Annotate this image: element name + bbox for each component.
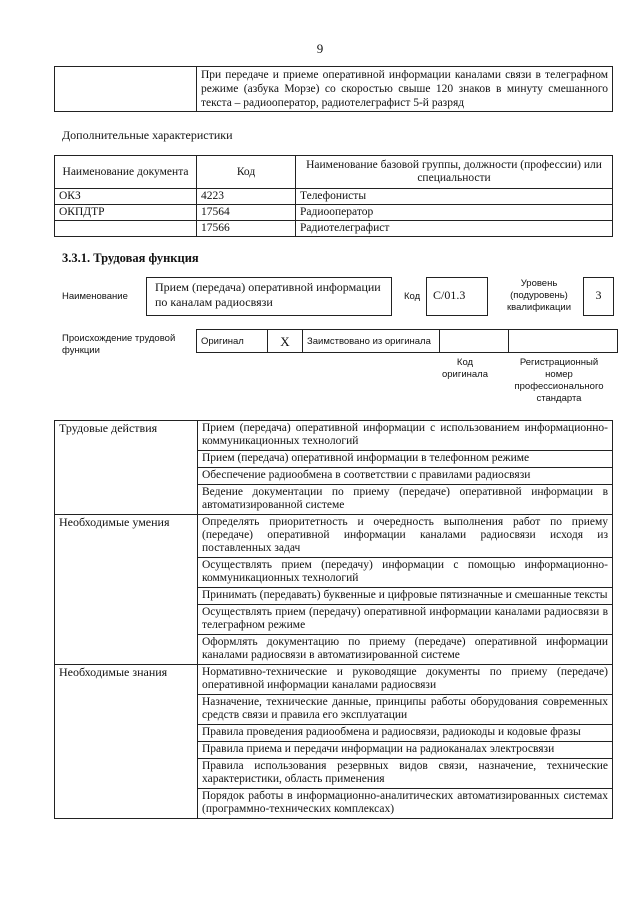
skills-label: Необходимые умения — [55, 515, 198, 665]
cell-code: 4223 — [197, 189, 296, 205]
cell-code: 17566 — [197, 221, 296, 237]
labor-actions-label: Трудовые действия — [55, 421, 198, 515]
reg-number-cell — [509, 330, 618, 353]
labor-action-item: Ведение документации по приему (передаче) оперативной информации в автоматизированной системе — [198, 485, 613, 515]
cell-document: ОКПДТР — [55, 205, 197, 221]
code-label: Код — [404, 291, 421, 302]
original-mark: Х — [268, 330, 303, 353]
continuation-text: При передаче и приеме оперативной информации каналами связи в телеграфном режиме (азбука Морзе) со скоростью свыше 120 знаков в минуту смешанного текста – радиооператор, радиотелеграфист 5-й разряд — [197, 67, 613, 112]
original-label: Оригинал — [197, 330, 268, 353]
knowledge-item: Нормативно-технические и руководящие документы по приему (передаче) оперативной информации каналами радиосвязи — [198, 665, 613, 695]
function-name-box: Прием (передача) оперативной информации по каналам радиосвязи — [146, 277, 392, 316]
continuation-table — [54, 66, 613, 112]
skill-item: Принимать (передавать) буквенные и цифровые пятизначные и смешанные тексты — [198, 588, 613, 605]
header-document: Наименование документа — [55, 156, 197, 189]
empty-category-cell — [55, 67, 197, 112]
origin-table — [196, 329, 618, 353]
skill-item: Оформлять документацию по приему (передаче) оперативной информации каналами радиосвязи в автоматизированной системе — [198, 635, 613, 665]
qualification-level-box: 3 — [583, 277, 614, 316]
labor-action-item: Прием (передача) оперативной информации с использованием информационно-коммуникационных технологий — [198, 421, 613, 451]
page-number: 9 — [316, 41, 324, 56]
cell-code: 17564 — [197, 205, 296, 221]
cell-name: Радиооператор — [296, 205, 613, 221]
labor-function-table — [54, 420, 613, 819]
knowledge-item: Правила использования резервных видов связи, назначение, технические характеристики, область применения — [198, 759, 613, 789]
code-original-cell — [440, 330, 509, 353]
qualification-level-label: Уровень (подуровень) квалификации — [506, 278, 572, 313]
table-row — [55, 205, 613, 221]
table-row — [55, 421, 613, 451]
header-code: Код — [197, 156, 296, 189]
function-code-box: С/01.3 — [426, 277, 488, 316]
table-row — [55, 189, 613, 205]
labor-action-item: Обеспечение радиообмена в соответствии с правилами радиосвязи — [198, 468, 613, 485]
header-group-name: Наименование базовой группы, должности (профессии) или специальности — [296, 156, 613, 189]
additional-characteristics-heading: Дополнительные характеристики — [62, 128, 233, 142]
knowledge-item: Правила приема и передачи информации на радиоканалах электросвязи — [198, 742, 613, 759]
labor-action-item: Прием (передача) оперативной информации в телефонном режиме — [198, 451, 613, 468]
table-row — [55, 515, 613, 558]
table-row — [55, 221, 613, 237]
cell-document: ОКЗ — [55, 189, 197, 205]
skill-item: Определять приоритетность и очередность выполнения работ по приему (передаче) оперативной информации каналами радиосвязи исходя из поставленных задач — [198, 515, 613, 558]
cell-document — [55, 221, 197, 237]
knowledge-item: Назначение, технические данные, принципы работы оборудования современных средств связи и правила его эксплуатации — [198, 695, 613, 725]
origin-label: Происхождение трудовой функции — [62, 333, 176, 356]
section-heading: 3.3.1. Трудовая функция — [62, 251, 199, 265]
reg-number-label: Регистрационный номер профессионального стандарта — [514, 357, 604, 404]
cell-name: Радиотелеграфист — [296, 221, 613, 237]
skill-item: Осуществлять прием (передачу) оперативной информации каналами радиосвязи в телеграфном режиме — [198, 605, 613, 635]
additional-characteristics-table — [54, 155, 613, 237]
borrowed-label: Заимствовано из оригинала — [303, 330, 440, 353]
knowledge-label: Необходимые знания — [55, 665, 198, 819]
knowledge-item: Правила проведения радиообмена и радиосвязи, радиокоды и кодовые фразы — [198, 725, 613, 742]
table-row — [55, 665, 613, 695]
knowledge-item: Порядок работы в информационно-аналитических автоматизированных системах (программно-технических комплексах) — [198, 789, 613, 819]
skill-item: Осуществлять прием (передачу) информации с помощью информационно-коммуникационных технологий — [198, 558, 613, 588]
name-label: Наименование — [62, 291, 128, 302]
code-original-label: Код оригинала — [441, 357, 488, 380]
cell-name: Телефонисты — [296, 189, 613, 205]
